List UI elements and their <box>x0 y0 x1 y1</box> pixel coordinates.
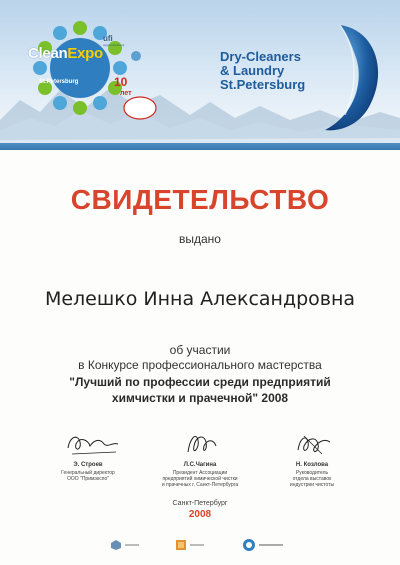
signature-block-2 <box>140 426 260 488</box>
logo-right-line3: St.Petersburg <box>220 77 306 92</box>
sponsor-logo-3 <box>242 538 283 552</box>
signature-icon <box>140 426 260 460</box>
logo-right-line1: Dry-Cleaners <box>220 49 301 64</box>
signature-role: Руководитель отдела выставок индустрии чистоты <box>289 470 335 488</box>
footer-year: 2008 <box>188 509 212 520</box>
banner-stripe <box>0 143 400 150</box>
sponsor-logo-2 <box>175 538 204 552</box>
signature-block-3 <box>252 426 372 488</box>
logo-right-line2: & Laundry <box>220 63 285 78</box>
signature-name: Э. Строев <box>73 462 103 468</box>
recipient-name: Мелешко Инна Александровна <box>44 288 356 310</box>
sponsor-logo-icon <box>175 539 187 551</box>
contest-name <box>40 374 360 406</box>
header-banner <box>0 0 400 150</box>
ufi-label: ufi Approved Event <box>103 34 125 47</box>
contest-name-line2 <box>40 390 360 406</box>
sponsor-logo-icon <box>110 539 122 551</box>
issued-label: выдано <box>179 232 221 246</box>
sponsor-logo-1 <box>110 538 139 552</box>
sponsor-logo-icon <box>242 538 256 552</box>
contest-name-line1: "Лучший по профессии среди предприятий <box>69 375 331 389</box>
signature-name: Н. Козлова <box>295 462 329 468</box>
contest-year: 2008 <box>261 391 289 405</box>
signature-icon <box>28 426 148 460</box>
contest-prefix: в Конкурсе профессионального мастерства <box>78 358 322 372</box>
anniversary-number: 10 <box>114 75 128 89</box>
cleanexpo-logo-icon <box>18 18 168 123</box>
signature-role: Генеральный директор ООО "Примэкспо" <box>61 470 115 482</box>
signature-icon <box>252 426 372 460</box>
dry-cleaners-logo <box>220 50 360 92</box>
logo-city: St.Petersburg <box>39 79 79 85</box>
footer-city: Санкт-Петербург <box>172 500 228 507</box>
certificate-title: СВИДЕТЕЛЬСТВО <box>70 184 330 215</box>
anniversary-unit: лет <box>120 90 132 97</box>
anniversary-badge <box>100 76 144 102</box>
logo-title: CleanExpo <box>28 45 103 62</box>
signature-role: Президент Ассоциации предприятий химической чистки и прачечных г. Санкт-Петербурга <box>161 470 239 488</box>
signature-block-1 <box>28 426 148 482</box>
signature-name: Л.С.Чагина <box>183 462 217 468</box>
contest-name-close: химчистки и прачечной" <box>111 391 259 405</box>
participation-label: об участии <box>169 343 231 357</box>
